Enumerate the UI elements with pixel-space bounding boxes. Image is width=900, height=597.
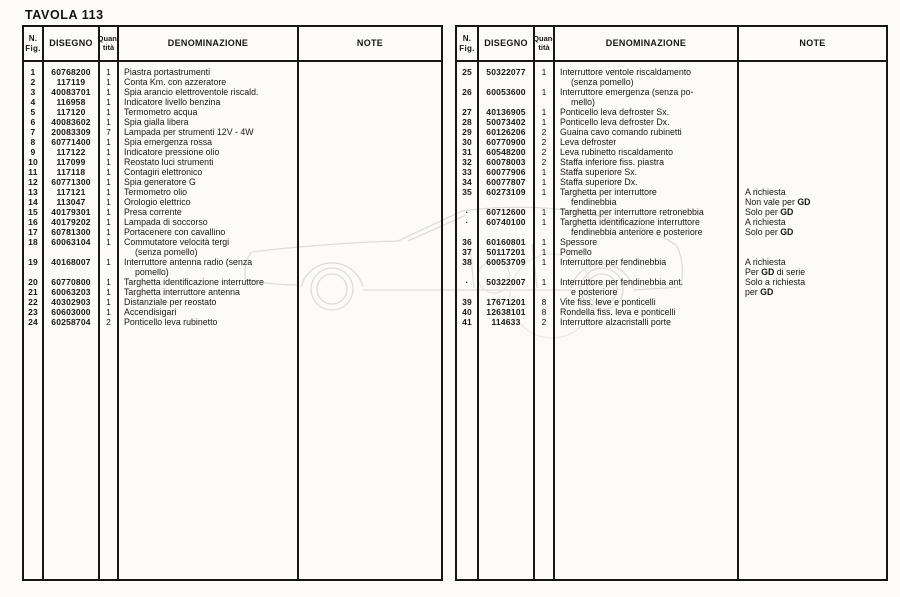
cell-line: 2 <box>541 137 547 147</box>
cell-line: 60771400 <box>51 137 91 147</box>
cell-line: 60063203 <box>51 287 91 297</box>
cell-line <box>299 147 441 157</box>
cell-line <box>739 67 886 77</box>
col-header-fig-line1: N. <box>28 34 38 44</box>
cell-line: Lampada di soccorso <box>124 217 208 227</box>
col-header-qty-line2: tità <box>538 42 550 52</box>
cell-line <box>739 307 886 317</box>
cell-line: 60077906 <box>486 167 526 177</box>
cell-line <box>739 97 886 107</box>
cell-line: 50117201 <box>486 247 526 257</box>
cell-line: 36 <box>462 237 472 247</box>
cell-line: 25 <box>462 67 472 77</box>
cell-line: Reostato luci strumenti <box>124 157 214 167</box>
cell-line: 21 <box>28 287 38 297</box>
table-body <box>457 62 886 579</box>
cell-line: Leva defroster <box>560 137 617 147</box>
cell-line: 60548200 <box>486 147 526 157</box>
cell-line <box>739 127 886 137</box>
cell-line <box>535 77 553 87</box>
quantita-column <box>535 62 555 579</box>
cell-line: 40136905 <box>486 107 526 117</box>
cell-line <box>299 117 441 127</box>
cell-line: Piastra portastrumenti <box>124 67 211 77</box>
cell-line: Contagiri elettronico <box>124 167 203 177</box>
col-header-qty-line1: Quan- <box>533 33 555 43</box>
cell-line: 38 <box>462 257 472 267</box>
cell-line: 2 <box>541 317 547 327</box>
cell-line: · <box>465 277 469 287</box>
cell-line: 1 <box>106 167 111 177</box>
note-column <box>739 62 886 579</box>
cell-line: 15 <box>28 207 38 217</box>
cell-line: 60078003 <box>486 157 526 167</box>
cell-line: Interruttore emergenza (senza po- <box>560 87 694 97</box>
cell-line: Solo per GD <box>745 227 794 237</box>
cell-line: 117119 <box>56 77 86 87</box>
cell-line <box>100 247 117 257</box>
cell-line: 1 <box>106 87 111 97</box>
cell-line <box>535 97 553 107</box>
cell-line: 1 <box>106 287 111 297</box>
cell-line: 39 <box>462 297 472 307</box>
denominazione-column <box>119 62 299 579</box>
cell-line: 26 <box>462 87 472 97</box>
page-title: TAVOLA 113 <box>25 8 104 22</box>
cell-line: 50322077 <box>486 67 526 77</box>
cell-line <box>479 267 533 277</box>
cell-line <box>739 177 886 187</box>
col-header-fig <box>24 27 44 60</box>
cell-line: 114633 <box>491 317 521 327</box>
cell-line <box>479 197 533 207</box>
cell-line: · <box>465 217 469 227</box>
cell-line: 13 <box>28 187 38 197</box>
cell-line: 1 <box>541 87 547 97</box>
cell-line: 60781300 <box>51 227 91 237</box>
cell-line: 33 <box>462 167 472 177</box>
cell-line: 1 <box>106 207 111 217</box>
fig-column <box>24 62 44 579</box>
cell-line: 40083701 <box>51 87 91 97</box>
cell-line: 12 <box>28 177 38 187</box>
cell-line: Targhetta per interruttore retronebbia <box>560 207 704 217</box>
cell-line: 23 <box>28 307 38 317</box>
cell-line: 40302903 <box>51 297 91 307</box>
cell-line: A richiesta <box>745 217 786 227</box>
cell-line: 1 <box>106 307 111 317</box>
cell-line: Solo a richiesta <box>745 277 806 287</box>
col-header-fig <box>457 27 479 60</box>
cell-line: pomello) <box>135 267 169 277</box>
cell-line: 1 <box>106 297 111 307</box>
cell-line: Spia generatore G <box>124 177 196 187</box>
cell-line: 1 <box>106 187 111 197</box>
cell-line: 10 <box>28 157 38 167</box>
cell-line: Conta Km. con azzeratore <box>124 77 227 87</box>
cell-line: 60712600 <box>486 207 526 217</box>
cell-line: Staffa inferiore fiss. piastra <box>560 157 664 167</box>
cell-line: Interruttore per fendinebbia ant. <box>560 277 684 287</box>
cell-line <box>739 247 886 257</box>
cell-line <box>299 137 441 147</box>
col-header-qty-line2: tità <box>102 42 115 52</box>
cell-line: 1 <box>106 147 111 157</box>
cell-line: 60063104 <box>51 237 91 247</box>
cell-line: 1 <box>106 117 111 127</box>
cell-line <box>739 237 886 247</box>
cell-line: 60053600 <box>486 87 526 97</box>
cell-line <box>299 247 441 257</box>
cell-line: 60771300 <box>51 177 91 187</box>
cell-line <box>739 167 886 177</box>
cell-line: A richiesta <box>745 257 786 267</box>
col-header-denominazione: DENOMINAZIONE <box>119 27 299 60</box>
cell-line <box>457 77 477 87</box>
cell-line: 60768200 <box>51 67 91 77</box>
cell-line: Staffa superiore Sx. <box>560 167 638 177</box>
cell-line <box>299 167 441 177</box>
cell-line: 1 <box>541 217 547 227</box>
cell-line <box>299 297 441 307</box>
cell-line: 50322007 <box>486 277 526 287</box>
cell-line: Ponticello leva defroster Sx. <box>560 107 670 117</box>
cell-line: 1 <box>541 177 547 187</box>
cell-line: 11 <box>28 167 38 177</box>
cell-line: 60740100 <box>486 217 526 227</box>
cell-line: 2 <box>106 317 111 327</box>
cell-line: 1 <box>106 137 111 147</box>
cell-line: 18 <box>28 237 38 247</box>
cell-line: Portacenere con cavallino <box>124 227 226 237</box>
cell-line: 117099 <box>56 157 86 167</box>
cell-line <box>457 97 477 107</box>
cell-line <box>24 247 42 257</box>
col-header-denominazione: DENOMINAZIONE <box>555 27 739 60</box>
cell-line <box>479 77 533 87</box>
cell-line <box>535 197 553 207</box>
cell-line: Pomello <box>560 247 592 257</box>
cell-line <box>299 197 441 207</box>
cell-line: 117118 <box>56 167 86 177</box>
cell-line: Targhetta interruttore antenna <box>124 287 240 297</box>
col-header-fig-line1: N. <box>462 34 472 44</box>
cell-line <box>299 217 441 227</box>
cell-line <box>535 287 553 297</box>
cell-line: Termometro acqua <box>124 107 198 117</box>
cell-line <box>299 67 441 77</box>
cell-line: Interruttore ventole riscaldamento <box>560 67 692 77</box>
cell-line: Guaina cavo comando rubinetti <box>560 127 682 137</box>
cell-line: Ponticello leva defroster Dx. <box>560 117 670 127</box>
disegno-column <box>479 62 535 579</box>
cell-line: 2 <box>541 127 547 137</box>
cell-line: 2 <box>541 147 547 157</box>
cell-line: 8 <box>541 307 547 317</box>
cell-line: 1 <box>106 227 111 237</box>
cell-line: 27 <box>462 107 472 117</box>
cell-line: 40083602 <box>51 117 91 127</box>
col-header-disegno: DISEGNO <box>479 27 535 60</box>
cell-line <box>739 317 886 327</box>
cell-line: 60160801 <box>486 237 526 247</box>
cell-line <box>479 97 533 107</box>
cell-line: 1 <box>541 117 547 127</box>
cell-line: 8 <box>541 297 547 307</box>
cell-line: 19 <box>28 257 38 267</box>
cell-line: 41 <box>462 317 472 327</box>
cell-line: 1 <box>106 257 111 267</box>
cell-line <box>44 267 98 277</box>
cell-line: 8 <box>30 137 36 147</box>
cell-line: fendinebbia <box>571 197 617 207</box>
cell-line: 1 <box>106 197 111 207</box>
cell-line: 1 <box>106 97 111 107</box>
col-header-note: NOTE <box>356 38 384 49</box>
cell-line: 1 <box>30 67 36 77</box>
cell-line: Indicatore livello benzina <box>124 97 221 107</box>
cell-line <box>457 287 477 297</box>
cell-line: Per GD di serie <box>745 267 806 277</box>
cell-line <box>299 107 441 117</box>
cell-line: 1 <box>106 77 111 87</box>
cell-line: Lampada per strumenti 12V - 4W <box>124 127 254 137</box>
col-header-note: NOTE <box>799 38 826 49</box>
cell-line: 1 <box>106 107 111 117</box>
cell-line: 24 <box>28 317 38 327</box>
cell-line: Solo per GD <box>745 207 794 217</box>
cell-line <box>299 257 441 267</box>
cell-line: 34 <box>462 177 472 187</box>
table-header <box>24 27 441 62</box>
cell-line: Leva rubinetto riscaldamento <box>560 147 673 157</box>
cell-line: Interruttore per fendinebbia <box>560 257 667 267</box>
cell-line: e posteriore <box>571 287 618 297</box>
cell-line: 60273109 <box>486 187 526 197</box>
cell-line: 20 <box>28 277 38 287</box>
cell-line: 40179202 <box>51 217 91 227</box>
cell-line: 31 <box>462 147 472 157</box>
cell-line: 2 <box>541 157 547 167</box>
table-header <box>457 27 886 62</box>
cell-line: 3 <box>30 87 36 97</box>
cell-line <box>299 317 441 327</box>
disegno-column <box>44 62 100 579</box>
cell-line: 60603000 <box>51 307 91 317</box>
cell-line: 12638101 <box>486 307 526 317</box>
cell-line: Orologio elettrico <box>124 197 191 207</box>
cell-line: (senza pomello) <box>571 77 634 87</box>
cell-line <box>739 157 886 167</box>
cell-line: 1 <box>541 277 547 287</box>
cell-line: Interruttore alzacristalli porte <box>560 317 671 327</box>
cell-line: 30 <box>462 137 472 147</box>
cell-line: Termometro olio <box>124 187 188 197</box>
cell-line <box>299 267 441 277</box>
cell-line <box>299 207 441 217</box>
cell-line: Presa corrente <box>124 207 182 217</box>
cell-line <box>739 147 886 157</box>
cell-line: Ponticello leva rubinetto <box>124 317 218 327</box>
cell-line: per GD <box>745 287 774 297</box>
cell-line <box>739 77 886 87</box>
cell-line: 60770900 <box>486 137 526 147</box>
cell-line <box>535 227 553 237</box>
cell-line <box>739 117 886 127</box>
col-header-qty-line1: Quan- <box>97 33 120 43</box>
cell-line: 37 <box>462 247 472 257</box>
cell-line: 117122 <box>56 147 86 157</box>
cell-line: 1 <box>541 247 547 257</box>
cell-line <box>100 267 117 277</box>
cell-line <box>299 87 441 97</box>
cell-line: 17 <box>28 227 38 237</box>
cell-line <box>299 307 441 317</box>
cell-line: 1 <box>541 207 547 217</box>
cell-line: 50073402 <box>486 117 526 127</box>
cell-line: (senza pomello) <box>135 247 198 257</box>
cell-line: 9 <box>30 147 36 157</box>
cell-line: 22 <box>28 297 38 307</box>
cell-line: Spia arancio elettroventole riscald. <box>124 87 259 97</box>
cell-line: 4 <box>30 97 36 107</box>
cell-line: 7 <box>30 127 36 137</box>
cell-line: 1 <box>106 157 111 167</box>
cell-line: Vite fiss. leve e ponticelli <box>560 297 656 307</box>
cell-line: 32 <box>462 157 472 167</box>
cell-line: Targhetta identificazione interruttore <box>124 277 264 287</box>
cell-line: 35 <box>462 187 472 197</box>
cell-line: 29 <box>462 127 472 137</box>
col-header-quantita <box>97 27 120 60</box>
cell-line: 60126206 <box>486 127 526 137</box>
cell-line: 1 <box>106 217 111 227</box>
cell-line <box>299 287 441 297</box>
cell-line <box>739 87 886 97</box>
cell-line: Spia emergenza rossa <box>124 137 213 147</box>
cell-line <box>299 177 441 187</box>
cell-line: 7 <box>106 127 111 137</box>
cell-line: 6 <box>30 117 36 127</box>
cell-line <box>299 237 441 247</box>
cell-line <box>299 277 441 287</box>
cell-line: Targhetta per interruttore <box>560 187 657 197</box>
cell-line: Spia gialla libera <box>124 117 189 127</box>
cell-line: 1 <box>106 237 111 247</box>
cell-line <box>739 297 886 307</box>
col-header-quantita <box>535 27 555 60</box>
col-header-fig-line2: Fig. <box>25 43 41 53</box>
table-body <box>24 62 441 579</box>
cell-line: 113047 <box>56 197 86 207</box>
cell-line <box>479 287 533 297</box>
cell-line <box>739 107 886 117</box>
cell-line <box>479 227 533 237</box>
cell-line: 1 <box>541 257 547 267</box>
cell-line: Rondella fiss. leva e ponticelli <box>560 307 676 317</box>
cell-line: 116958 <box>56 97 86 107</box>
cell-line: 60770800 <box>51 277 91 287</box>
cell-line: A richiesta <box>745 187 786 197</box>
cell-line: 1 <box>541 187 547 197</box>
cell-line: Staffa superiore Dx. <box>560 177 638 187</box>
cell-line: Spessore <box>560 237 598 247</box>
cell-line <box>739 137 886 147</box>
cell-line: 1 <box>106 277 111 287</box>
cell-line <box>299 127 441 137</box>
cell-line: Distanziale per reostato <box>124 297 217 307</box>
col-header-disegno: DISEGNO <box>44 27 100 60</box>
quantita-column <box>100 62 119 579</box>
cell-line: 20083309 <box>51 127 91 137</box>
cell-line: Targhetta identificazione interruttore <box>560 217 700 227</box>
cell-line <box>299 157 441 167</box>
cell-line: · <box>465 207 469 217</box>
cell-line: 5 <box>30 107 36 117</box>
parts-table-left <box>22 25 443 581</box>
cell-line <box>299 187 441 197</box>
cell-line: 40168007 <box>51 257 91 267</box>
cell-line: 117121 <box>56 187 86 197</box>
cell-line: 40179301 <box>51 207 91 217</box>
cell-line: Non vale per GD <box>745 197 811 207</box>
cell-line: mello) <box>571 97 595 107</box>
cell-line: 1 <box>541 107 547 117</box>
cell-line: 2 <box>30 77 36 87</box>
cell-line: 1 <box>541 167 547 177</box>
cell-line <box>535 267 553 277</box>
cell-line: 117120 <box>56 107 86 117</box>
cell-line: 60258704 <box>51 317 91 327</box>
cell-line <box>457 197 477 207</box>
cell-line: 16 <box>28 217 38 227</box>
cell-line: 28 <box>462 117 472 127</box>
cell-line <box>299 97 441 107</box>
cell-line <box>457 267 477 277</box>
cell-line: fendinebbia anteriore e posteriore <box>571 227 703 237</box>
cell-line: 1 <box>106 177 111 187</box>
parts-table-right <box>455 25 888 581</box>
cell-line: 60077807 <box>486 177 526 187</box>
note-column <box>299 62 441 579</box>
cell-line: Interruttore antenna radio (senza <box>124 257 253 267</box>
cell-line <box>299 227 441 237</box>
cell-line <box>457 227 477 237</box>
cell-line <box>299 77 441 87</box>
cell-line: 1 <box>541 67 547 77</box>
denominazione-column <box>555 62 739 579</box>
cell-line: 14 <box>28 197 38 207</box>
cell-line: Accendisigari <box>124 307 177 317</box>
cell-line <box>44 247 98 257</box>
cell-line: 40 <box>462 307 472 317</box>
cell-line: Indicatore pressione olio <box>124 147 220 157</box>
cell-line: Commutatore velocità tergi <box>124 237 230 247</box>
cell-line <box>555 267 737 277</box>
col-header-fig-line2: Fig. <box>459 43 475 53</box>
cell-line: 1 <box>106 67 111 77</box>
cell-line <box>24 267 42 277</box>
cell-line: 1 <box>541 237 547 247</box>
cell-line: 17671201 <box>486 297 526 307</box>
fig-column <box>457 62 479 579</box>
cell-line: 60053709 <box>486 257 526 267</box>
